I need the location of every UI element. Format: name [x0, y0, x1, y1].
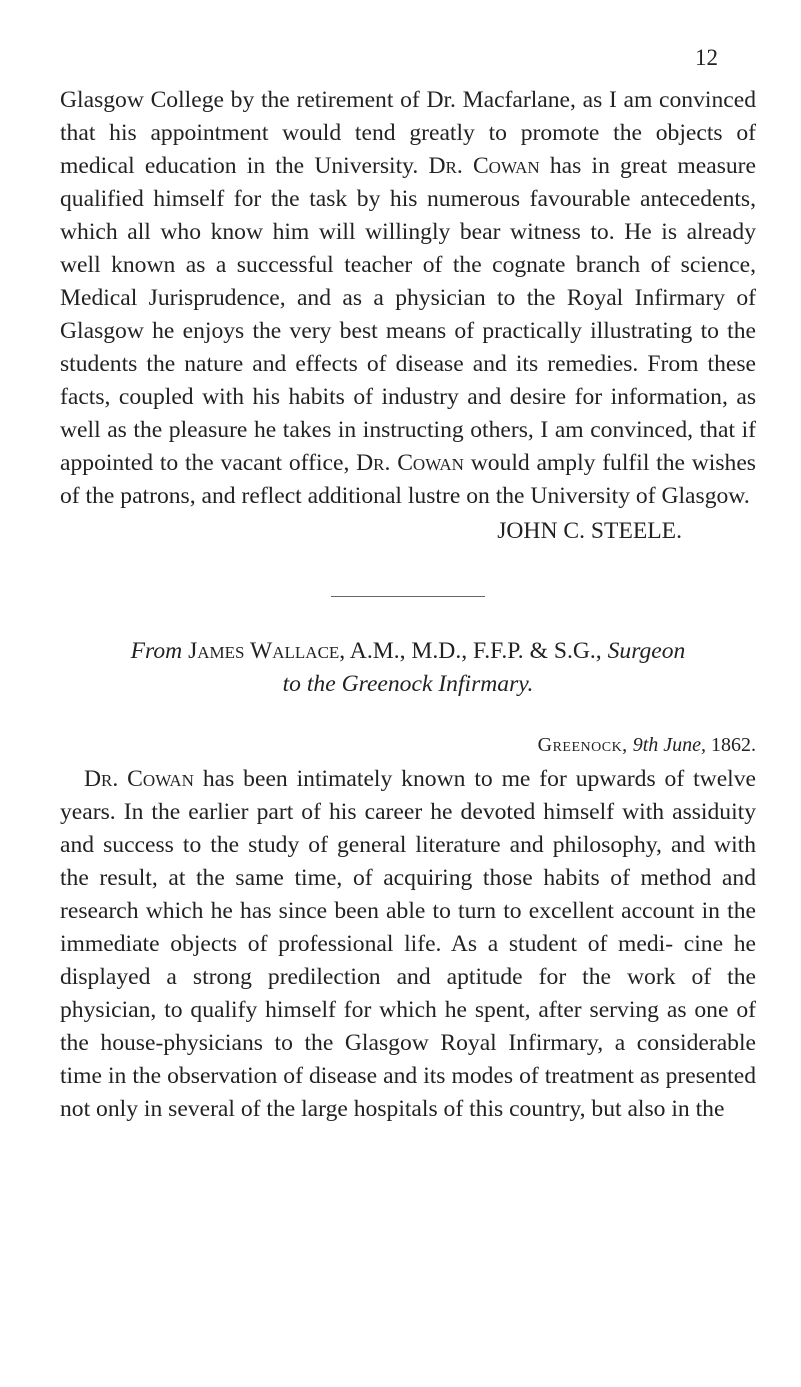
from-label: From: [130, 638, 183, 664]
letter1-text-part1: Glasgow College by the retirement of Dr. Macfarlane, as I am convinced that his appointment would tend greatly to promote the objects of medical education in the University.: [60, 87, 756, 179]
letter2-role-line2: to the Greenock Infirmary.: [282, 671, 534, 697]
letter2-role-line1: Surgeon: [607, 638, 686, 664]
section-divider: [331, 596, 485, 597]
dateline-place: Greenock,: [537, 734, 628, 756]
letter2-dateline: [60, 731, 756, 759]
letter2-paragraph: [60, 763, 756, 1126]
letter1-signature: JOHN C. STEELE.: [497, 518, 682, 544]
letter2-heading: [60, 635, 756, 701]
dateline-year: 1862.: [706, 734, 756, 756]
page-number: 12: [695, 45, 718, 70]
letter1-name2: Dr. Cowan: [356, 450, 464, 476]
letter2-heading-line2: [60, 668, 756, 701]
letter1-text-part3: would amply fulfil the wishes of the patrons, and reflect additional lustre on the University of Glasgow.: [60, 450, 756, 509]
letter2-body-name: Dr. Cowan: [84, 766, 194, 792]
letter2-heading-line1: [60, 635, 756, 668]
letter2-author: James Wallace: [188, 638, 340, 664]
dateline-date: 9th June,: [627, 734, 706, 756]
letter1-text-part2: has in great measure qualified himself for the task by his numerous favourable antecedents, which all who know him will willingly bear witness to. He is already well known as a successful teacher of the cognate branch of science, Medical Jurisprudence, and as a physician to the Royal Infirmary of Glasgow he enjoys the very best means of practically illustrating to the students the nature and effects of disease and its remedies. From these facts, coupled with his habits of industry and desire for information, as well as the pleasure he takes in instructing others, I am convinced, that if appointed to the vacant office,: [60, 153, 757, 476]
letter1-name1: Dr. Cowan: [428, 153, 540, 179]
letter2-credentials: , A.M., M.D., F.F.P. & S.G.,: [339, 638, 608, 664]
letter1-paragraph: [60, 84, 756, 513]
document-page: [60, 44, 756, 1126]
letter2-body-text: has been intimately known to me for upwards of twelve years. In the earlier part of his career he devoted himself with assiduity and success to the study of general literature and philosophy, and with the result, at the same time, of acquiring those habits of method and research which he has since been able to turn to excellent account in the immediate objects of professional life. As a student of medi- cine he displayed a strong predilection and aptitude for the work of the physician, to qualify himself for which he spent, after serving as one of the house-physicians to the Glasgow Royal Infirmary, a considerable time in the observation of disease and its modes of treatment as presented not only in several of the large hospitals of this country, but also in the: [60, 766, 756, 1122]
